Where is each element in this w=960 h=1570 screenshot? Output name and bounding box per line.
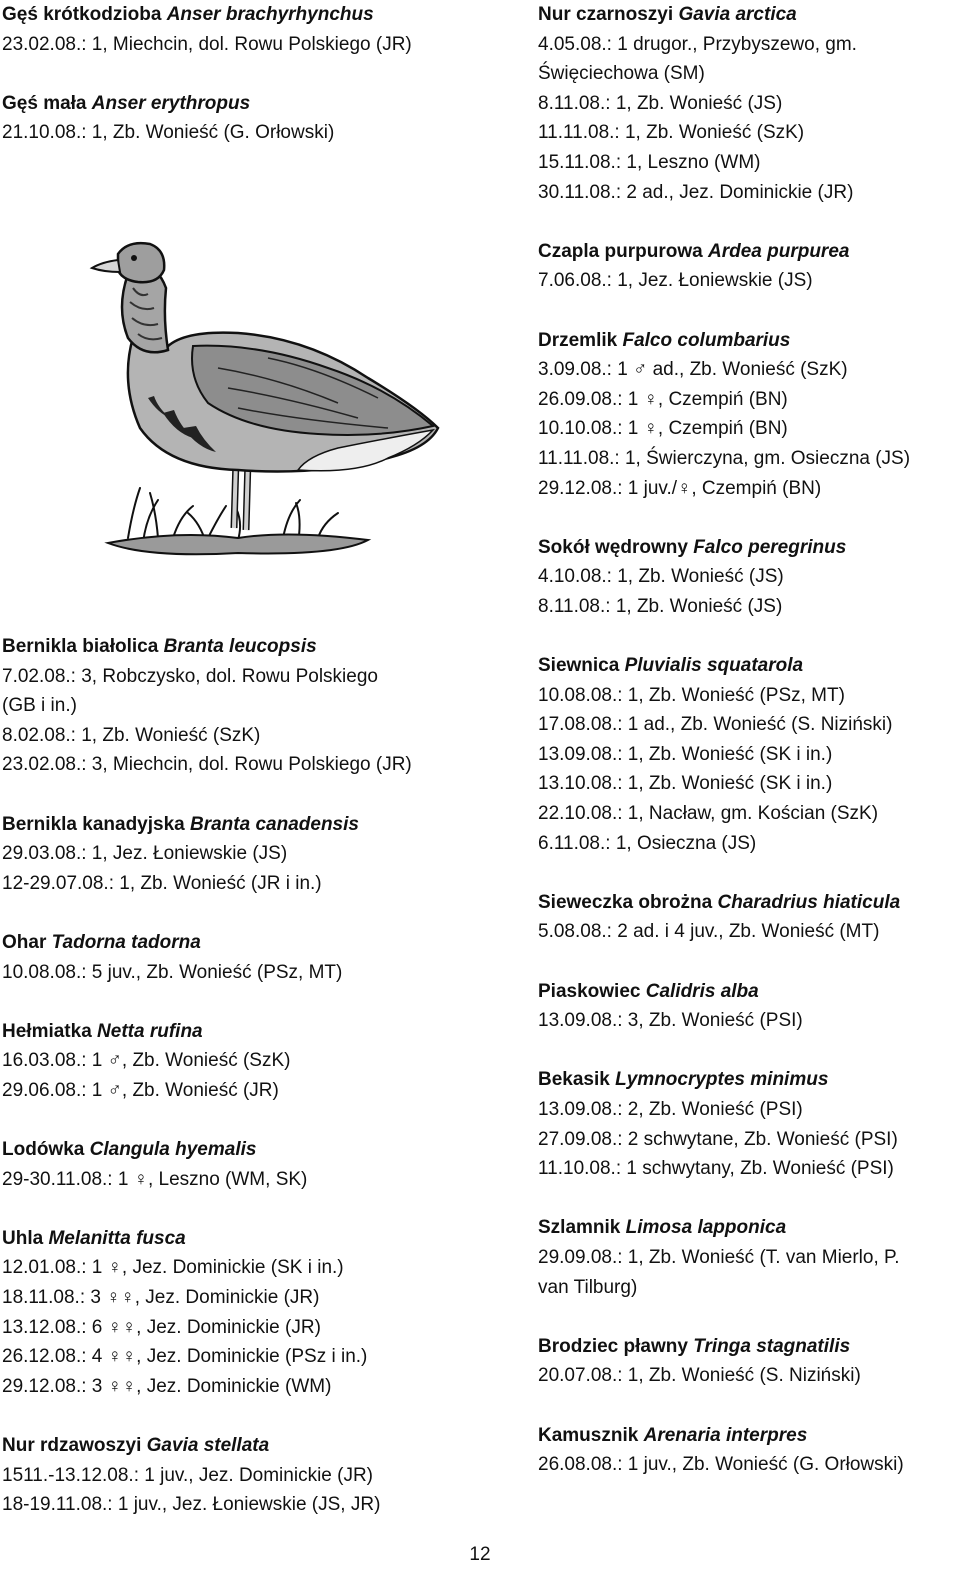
species-polish-name: Bernikla kanadyjska bbox=[2, 813, 190, 835]
observation-record: 13.09.08.: 1, Zb. Wonieść (SK i in.) bbox=[538, 743, 833, 765]
species-entry bbox=[538, 1421, 960, 1480]
species-latin-name: Branta canadensis bbox=[190, 813, 359, 835]
observation-record: van Tilburg) bbox=[538, 1276, 638, 1298]
observation-record: 13.09.08.: 3, Zb. Wonieść (PSI) bbox=[538, 1010, 803, 1032]
observation-record: 13.09.08.: 2, Zb. Wonieść (PSI) bbox=[538, 1098, 803, 1120]
species-title bbox=[538, 1421, 960, 1451]
species-polish-name: Lodówka bbox=[2, 1139, 90, 1161]
observation-record: 23.02.08.: 3, Miechcin, dol. Rowu Polskiego (JR) bbox=[2, 754, 412, 776]
species-title bbox=[538, 977, 960, 1007]
species-latin-name: Lymnocryptes minimus bbox=[615, 1069, 829, 1091]
observation-record: 10.08.08.: 1, Zb. Wonieść (PSz, MT) bbox=[538, 684, 845, 706]
page-number: 12 bbox=[469, 1544, 491, 1565]
species-title bbox=[538, 1065, 960, 1095]
observation-record: 6.11.08.: 1, Osieczna (JS) bbox=[538, 832, 757, 854]
species-polish-name: Czapla purpurowa bbox=[538, 240, 708, 262]
species-polish-name: Gęś mała bbox=[2, 92, 92, 114]
observation-record: 13.12.08.: 6 ♀♀, Jez. Dominickie (JR) bbox=[2, 1316, 321, 1338]
observation-record: 29-30.11.08.: 1 ♀, Leszno (WM, SK) bbox=[2, 1168, 308, 1190]
observation-record: 18-19.11.08.: 1 juv., Jez. Łoniewskie (JS, JR) bbox=[2, 1494, 381, 1516]
species-title bbox=[538, 326, 960, 356]
species-entry bbox=[538, 533, 960, 622]
observation-record: 29.06.08.: 1 ♂, Zb. Wonieść (JR) bbox=[2, 1079, 279, 1101]
species-title bbox=[2, 1431, 472, 1461]
observation-record: 11.10.08.: 1 schwytany, Zb. Wonieść (PSI) bbox=[538, 1158, 894, 1180]
species-polish-name: Drzemlik bbox=[538, 329, 623, 351]
species-title bbox=[2, 1224, 472, 1254]
species-entry bbox=[538, 1065, 960, 1183]
observation-record: (GB i in.) bbox=[2, 695, 77, 717]
species-polish-name: Hełmiatka bbox=[2, 1020, 98, 1042]
observation-record: 27.09.08.: 2 schwytane, Zb. Wonieść (PSI) bbox=[538, 1128, 898, 1150]
observation-record: 22.10.08.: 1, Nacław, gm. Kościan (SzK) bbox=[538, 803, 879, 825]
species-latin-name: Tringa stagnatilis bbox=[693, 1335, 851, 1357]
observation-record: 4.05.08.: 1 drugor., Przybyszewo, gm. bbox=[538, 33, 857, 55]
species-title bbox=[2, 0, 472, 30]
species-entry bbox=[2, 1017, 472, 1106]
species-latin-name: Gavia stellata bbox=[146, 1435, 270, 1457]
observation-record: 26.12.08.: 4 ♀♀, Jez. Dominickie (PSz i in.) bbox=[2, 1346, 368, 1368]
species-latin-name: Charadrius hiaticula bbox=[717, 891, 901, 913]
species-polish-name: Nur czarnoszyi bbox=[538, 4, 679, 25]
species-entry bbox=[538, 1213, 960, 1302]
observation-record: 23.02.08.: 1, Miechcin, dol. Rowu Polskiego (JR) bbox=[2, 33, 412, 55]
observation-record: 29.12.08.: 1 juv./♀, Czempiń (BN) bbox=[538, 477, 822, 499]
goose-illustration bbox=[88, 238, 448, 568]
species-title bbox=[538, 237, 960, 267]
species-latin-name: Calidris alba bbox=[645, 980, 759, 1002]
species-polish-name: Bekasik bbox=[538, 1069, 616, 1091]
species-title bbox=[538, 888, 960, 918]
species-entry bbox=[538, 0, 960, 207]
species-polish-name: Ohar bbox=[2, 931, 52, 953]
species-latin-name: Branta leucopsis bbox=[163, 636, 317, 657]
species-polish-name: Gęś krótkodzioba bbox=[2, 4, 167, 25]
observation-record: 16.03.08.: 1 ♂, Zb. Wonieść (SzK) bbox=[2, 1050, 291, 1072]
species-polish-name: Nur rdzawoszyi bbox=[2, 1435, 147, 1457]
species-entry bbox=[538, 977, 960, 1036]
species-title bbox=[2, 1135, 472, 1165]
observation-record: 8.11.08.: 1, Zb. Wonieść (JS) bbox=[538, 595, 783, 617]
observation-record: 29.12.08.: 3 ♀♀, Jez. Dominickie (WM) bbox=[2, 1375, 332, 1397]
species-polish-name: Siewnica bbox=[538, 655, 625, 677]
species-latin-name: Tadorna tadorna bbox=[51, 931, 201, 953]
species-polish-name: Sokół wędrowny bbox=[538, 536, 694, 558]
species-latin-name: Ardea purpurea bbox=[707, 240, 850, 262]
species-polish-name: Uhla bbox=[2, 1227, 49, 1249]
species-latin-name: Clangula hyemalis bbox=[89, 1139, 257, 1161]
observation-record: 10.10.08.: 1 ♀, Czempiń (BN) bbox=[538, 418, 788, 440]
observation-record: 8.02.08.: 1, Zb. Wonieść (SzK) bbox=[2, 724, 261, 746]
species-latin-name: Melanitta fusca bbox=[48, 1227, 186, 1249]
species-entry bbox=[2, 89, 472, 148]
observation-record: 5.08.08.: 2 ad. i 4 juv., Zb. Wonieść (MT) bbox=[538, 921, 880, 943]
left-column-top bbox=[2, 0, 472, 178]
species-latin-name: Limosa lapponica bbox=[625, 1217, 787, 1239]
observation-record: 17.08.08.: 1 ad., Zb. Wonieść (S. Niziński) bbox=[538, 714, 893, 736]
species-entry bbox=[2, 810, 472, 899]
observation-record: 3.09.08.: 1 ♂ ad., Zb. Wonieść (SzK) bbox=[538, 359, 848, 381]
species-latin-name: Arenaria interpres bbox=[643, 1424, 808, 1446]
species-polish-name: Bernikla białolica bbox=[2, 636, 164, 657]
observation-record: 15.11.08.: 1, Leszno (WM) bbox=[538, 151, 761, 173]
observation-record: 29.03.08.: 1, Jez. Łoniewskie (JS) bbox=[2, 843, 288, 865]
species-entry bbox=[2, 1224, 472, 1402]
species-polish-name: Sieweczka obrożna bbox=[538, 891, 718, 913]
species-entry bbox=[538, 326, 960, 504]
observation-record: 26.09.08.: 1 ♀, Czempiń (BN) bbox=[538, 388, 788, 410]
observation-record: 10.08.08.: 5 juv., Zb. Wonieść (PSz, MT) bbox=[2, 961, 343, 983]
right-column bbox=[538, 0, 960, 1509]
species-title bbox=[538, 0, 960, 30]
species-entry bbox=[2, 1431, 472, 1520]
species-title bbox=[2, 810, 472, 840]
observation-record: 7.06.08.: 1, Jez. Łoniewskie (JS) bbox=[538, 270, 813, 292]
species-entry bbox=[2, 632, 472, 780]
species-title bbox=[538, 651, 960, 681]
species-latin-name: Gavia arctica bbox=[678, 4, 797, 25]
species-entry bbox=[2, 928, 472, 987]
observation-record: 8.11.08.: 1, Zb. Wonieść (JS) bbox=[538, 92, 783, 114]
species-title bbox=[538, 1213, 960, 1243]
species-latin-name: Anser erythropus bbox=[91, 92, 251, 114]
species-entry bbox=[538, 651, 960, 858]
species-latin-name: Falco columbarius bbox=[622, 329, 791, 351]
species-latin-name: Anser brachyrhynchus bbox=[166, 4, 374, 25]
observation-record: Święciechowa (SM) bbox=[538, 63, 705, 85]
observation-record: 11.11.08.: 1, Zb. Wonieść (SzK) bbox=[538, 122, 805, 144]
species-polish-name: Piaskowiec bbox=[538, 980, 646, 1002]
species-latin-name: Netta rufina bbox=[97, 1020, 203, 1042]
observation-record: 29.09.08.: 1, Zb. Wonieść (T. van Mierlo, P. bbox=[538, 1246, 900, 1268]
observation-record: 30.11.08.: 2 ad., Jez. Dominickie (JR) bbox=[538, 181, 854, 203]
observation-record: 7.02.08.: 3, Robczysko, dol. Rowu Polskiego bbox=[2, 665, 378, 687]
species-entry bbox=[538, 888, 960, 947]
species-title bbox=[2, 928, 472, 958]
species-entry bbox=[2, 0, 472, 59]
observation-record: 1511.-13.12.08.: 1 juv., Jez. Dominickie (JR) bbox=[2, 1464, 374, 1486]
species-title bbox=[2, 1017, 472, 1047]
species-entry bbox=[538, 237, 960, 296]
species-title bbox=[2, 89, 472, 119]
species-title bbox=[538, 1332, 960, 1362]
observation-record: 26.08.08.: 1 juv., Zb. Wonieść (G. Orłowski) bbox=[538, 1454, 904, 1476]
species-polish-name: Kamusznik bbox=[538, 1424, 644, 1446]
observation-record: 12-29.07.08.: 1, Zb. Wonieść (JR i in.) bbox=[2, 872, 322, 894]
species-latin-name: Falco peregrinus bbox=[693, 536, 847, 558]
species-polish-name: Brodziec pławny bbox=[538, 1335, 694, 1357]
species-entry bbox=[2, 1135, 472, 1194]
observation-record: 18.11.08.: 3 ♀♀, Jez. Dominickie (JR) bbox=[2, 1287, 320, 1309]
left-column-bottom bbox=[2, 632, 472, 1549]
species-entry bbox=[538, 1332, 960, 1391]
observation-record: 21.10.08.: 1, Zb. Wonieść (G. Orłowski) bbox=[2, 122, 335, 144]
observation-record: 20.07.08.: 1, Zb. Wonieść (S. Niziński) bbox=[538, 1365, 861, 1387]
species-polish-name: Szlamnik bbox=[538, 1217, 626, 1239]
observation-record: 11.11.08.: 1, Świerczyna, gm. Osieczna (JS) bbox=[538, 447, 911, 469]
observation-record: 4.10.08.: 1, Zb. Wonieść (JS) bbox=[538, 566, 784, 588]
observation-record: 13.10.08.: 1, Zb. Wonieść (SK i in.) bbox=[538, 773, 833, 795]
species-title bbox=[2, 632, 472, 662]
observation-record: 12.01.08.: 1 ♀, Jez. Dominickie (SK i in.) bbox=[2, 1257, 344, 1279]
species-latin-name: Pluvialis squatarola bbox=[624, 655, 804, 677]
species-title bbox=[538, 533, 960, 563]
